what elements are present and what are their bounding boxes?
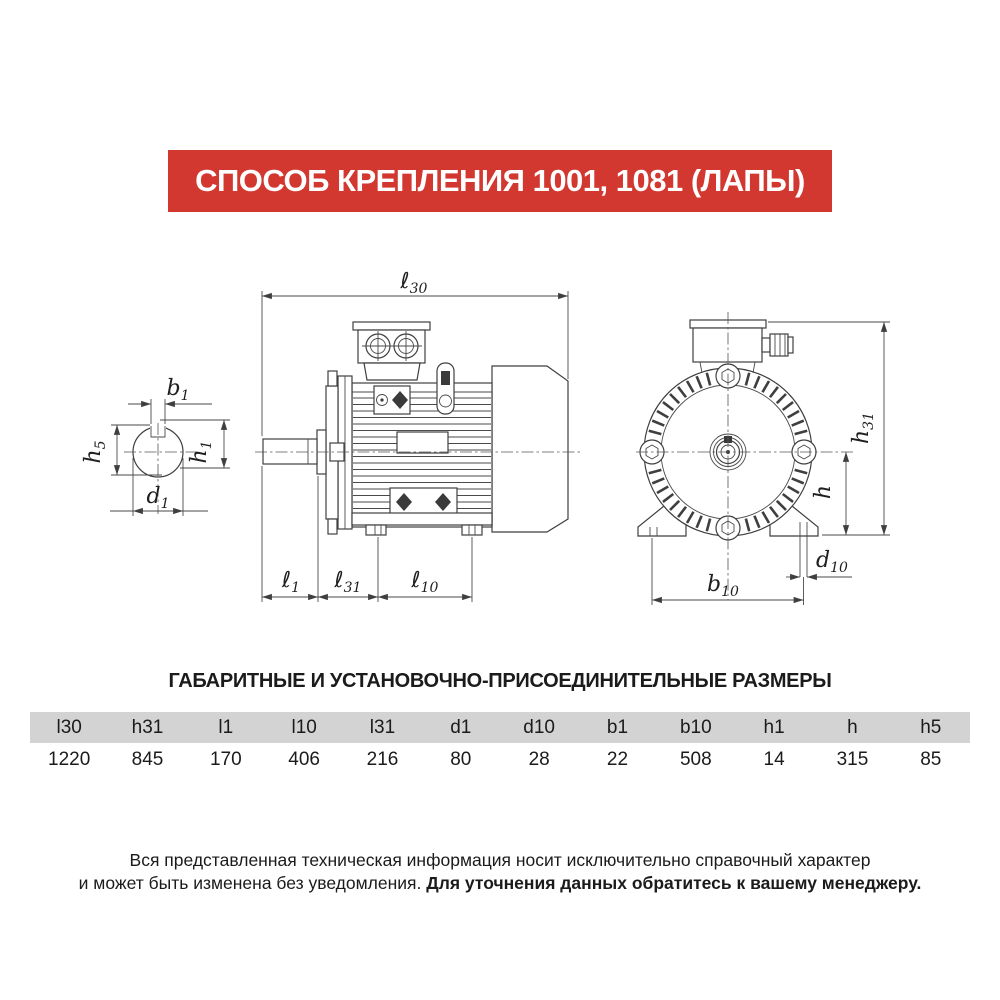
table-title: ГАБАРИТНЫЕ И УСТАНОВОЧНО-ПРИСОЕДИНИТЕЛЬНЫЕ РАЗМЕРЫ <box>168 670 832 692</box>
dim-label-l10: ℓ$_{10}$ <box>411 568 439 596</box>
motor-front-view <box>636 312 890 605</box>
table-header-cell: b1 <box>606 716 629 738</box>
dim-label-l30: ℓ$_{30}$ <box>400 269 428 297</box>
motor-side-view <box>255 269 580 602</box>
table-header-cell: h5 <box>920 716 942 738</box>
table-value-cell: 28 <box>528 749 550 770</box>
disclaimer-line2-bold: Для уточнения данных обратитесь к вашему менеджеру. <box>426 873 922 893</box>
dim-label-d1: $d_1$ <box>146 484 170 512</box>
dim-label-h1: $h_1$ <box>187 440 215 464</box>
dimensions-table-values <box>30 746 970 774</box>
motor-dimension-drawing <box>0 255 1000 625</box>
disclaimer-line2: и может быть изменена без уведомления. <box>78 873 427 893</box>
table-value-cell: 80 <box>450 749 472 770</box>
table-header-cell: h <box>847 716 858 738</box>
dim-label-b10: $b_{10}$ <box>707 572 739 600</box>
page-title: СПОСОБ КРЕПЛЕНИЯ 1001, 1081 (ЛАПЫ) <box>195 163 805 198</box>
table-header-cell: d1 <box>450 716 472 738</box>
dimensions-table-header <box>30 712 970 743</box>
table-header-cell: h31 <box>131 716 164 738</box>
dim-label-h31: $h_{31}$ <box>849 412 877 444</box>
table-value-cell: 14 <box>763 749 785 770</box>
disclaimer <box>0 849 1000 895</box>
dim-label-h5: $h_5$ <box>81 440 109 464</box>
dim-label-h: h <box>811 484 836 500</box>
dim-label-b1: $b_1$ <box>166 376 190 404</box>
table-header-cell: b10 <box>679 716 712 738</box>
table-value-cell: 315 <box>836 749 869 770</box>
table-header-cell: l30 <box>56 716 82 738</box>
table-value-cell: 1220 <box>48 749 91 770</box>
table-header-cell: d10 <box>523 716 555 738</box>
dim-label-l1: ℓ$_1$ <box>281 568 301 596</box>
table-header-cell: l10 <box>291 716 317 738</box>
table-value-cell: 22 <box>606 749 629 770</box>
table-header-cell: l1 <box>218 716 234 738</box>
title-banner <box>168 150 832 212</box>
dim-label-l31: ℓ$_{31}$ <box>334 568 362 596</box>
table-header-cell: h1 <box>763 716 785 738</box>
table-value-cell: 845 <box>131 749 164 770</box>
table-header-cell: l31 <box>369 716 396 738</box>
table-value-cell: 406 <box>288 749 320 770</box>
disclaimer-line1: Вся представленная техническая информация носит исключительно справочный характер <box>129 850 871 870</box>
dim-label-d10: $d_{10}$ <box>816 548 848 576</box>
table-value-cell: 85 <box>920 749 942 770</box>
shaft-section-view <box>81 376 230 516</box>
table-value-cell: 170 <box>209 749 242 770</box>
table-value-cell: 508 <box>679 749 712 770</box>
table-value-cell: 216 <box>366 749 399 770</box>
